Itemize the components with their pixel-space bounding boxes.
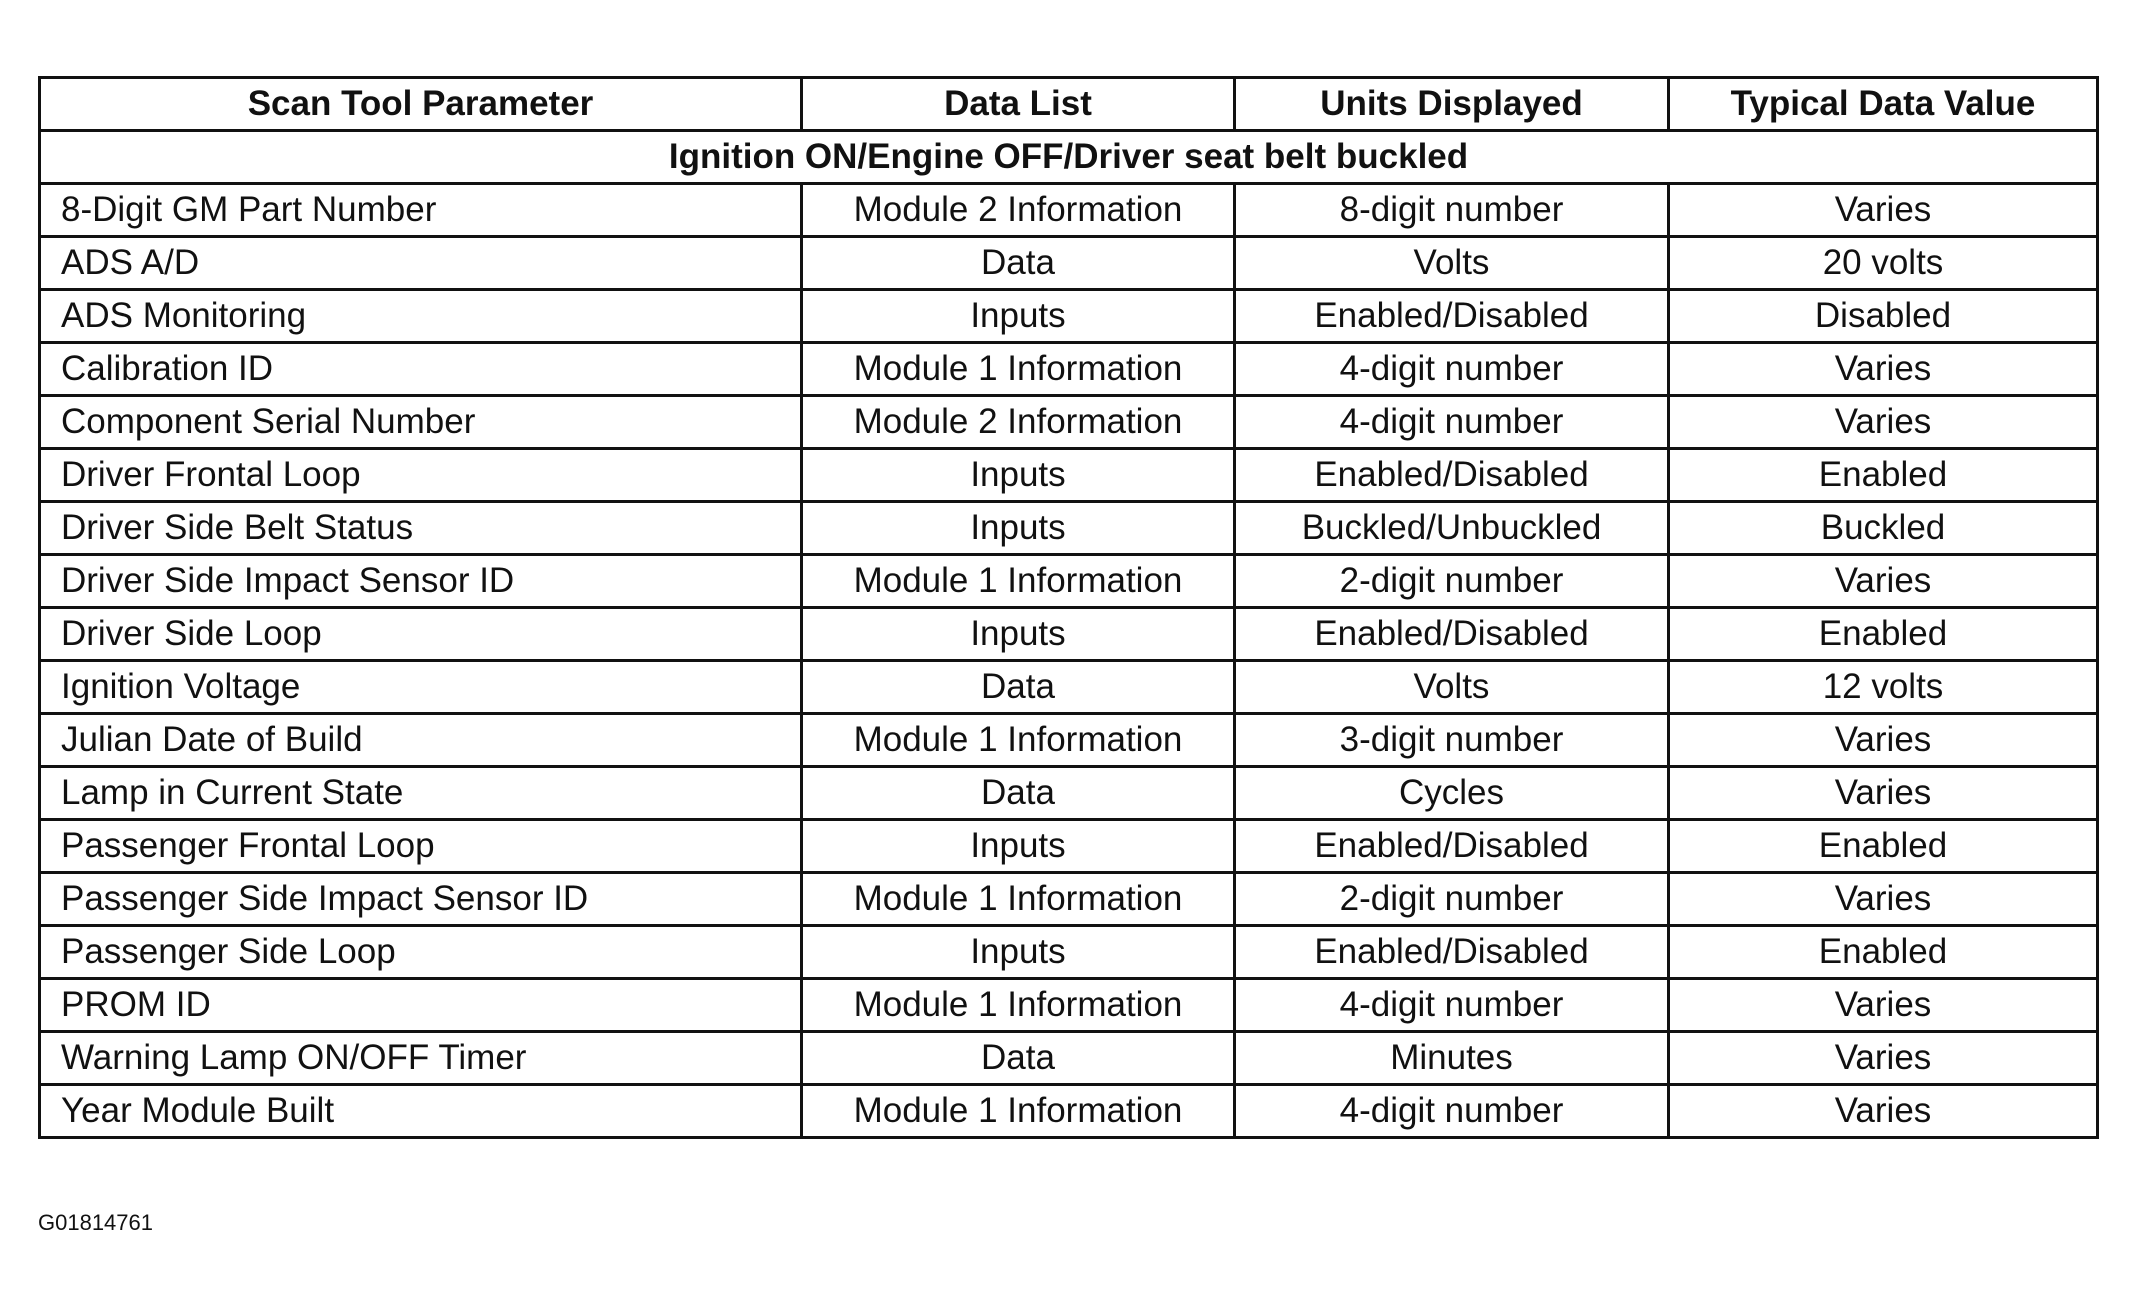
cell-typical-value: Varies — [1669, 979, 2098, 1032]
cell-typical-value: Enabled — [1669, 449, 2098, 502]
cell-data-list: Data — [802, 661, 1235, 714]
cell-parameter: Passenger Side Loop — [40, 926, 802, 979]
cell-parameter: Passenger Frontal Loop — [40, 820, 802, 873]
cell-units: Enabled/Disabled — [1235, 290, 1669, 343]
cell-parameter: Component Serial Number — [40, 396, 802, 449]
cell-parameter: Warning Lamp ON/OFF Timer — [40, 1032, 802, 1085]
cell-typical-value: Disabled — [1669, 290, 2098, 343]
table-row — [40, 820, 2098, 873]
table-row — [40, 343, 2098, 396]
cell-data-list: Module 1 Information — [802, 873, 1235, 926]
table-row — [40, 714, 2098, 767]
cell-parameter: Driver Side Impact Sensor ID — [40, 555, 802, 608]
figure-id: G01814761 — [38, 1210, 153, 1235]
table-row — [40, 290, 2098, 343]
cell-typical-value: Varies — [1669, 396, 2098, 449]
table-row — [40, 502, 2098, 555]
cell-parameter: Passenger Side Impact Sensor ID — [40, 873, 802, 926]
cell-typical-value: Enabled — [1669, 608, 2098, 661]
table-row — [40, 1032, 2098, 1085]
cell-units: Enabled/Disabled — [1235, 449, 1669, 502]
cell-typical-value: 20 volts — [1669, 237, 2098, 290]
cell-units: Enabled/Disabled — [1235, 926, 1669, 979]
cell-units: 4-digit number — [1235, 1085, 1669, 1138]
cell-data-list: Module 1 Information — [802, 714, 1235, 767]
cell-parameter: Lamp in Current State — [40, 767, 802, 820]
cell-data-list: Data — [802, 237, 1235, 290]
cell-typical-value: Varies — [1669, 555, 2098, 608]
cell-units: 4-digit number — [1235, 979, 1669, 1032]
table-row — [40, 184, 2098, 237]
header-row — [40, 78, 2098, 131]
cell-units: Buckled/Unbuckled — [1235, 502, 1669, 555]
header-data-list: Data List — [802, 78, 1235, 131]
table-row — [40, 767, 2098, 820]
cell-data-list: Inputs — [802, 926, 1235, 979]
table-row — [40, 237, 2098, 290]
cell-data-list: Module 2 Information — [802, 184, 1235, 237]
cell-data-list: Module 2 Information — [802, 396, 1235, 449]
cell-typical-value: Enabled — [1669, 926, 2098, 979]
cell-typical-value: Varies — [1669, 1085, 2098, 1138]
cell-typical-value: Varies — [1669, 873, 2098, 926]
cell-data-list: Module 1 Information — [802, 343, 1235, 396]
cell-units: 8-digit number — [1235, 184, 1669, 237]
cell-typical-value: Buckled — [1669, 502, 2098, 555]
condition-label: Ignition ON/Engine OFF/Driver seat belt buckled — [40, 131, 2098, 184]
cell-typical-value: 12 volts — [1669, 661, 2098, 714]
cell-parameter: Driver Side Belt Status — [40, 502, 802, 555]
condition-row — [40, 131, 2098, 184]
cell-units: Enabled/Disabled — [1235, 820, 1669, 873]
table-row — [40, 926, 2098, 979]
scan-tool-data-table-container — [38, 76, 2096, 1139]
cell-typical-value: Varies — [1669, 184, 2098, 237]
cell-units: Cycles — [1235, 767, 1669, 820]
scan-tool-data-table — [38, 76, 2099, 1139]
header-scan-tool-parameter: Scan Tool Parameter — [40, 78, 802, 131]
cell-units: 2-digit number — [1235, 555, 1669, 608]
table-row — [40, 661, 2098, 714]
cell-typical-value: Varies — [1669, 714, 2098, 767]
cell-units: 4-digit number — [1235, 396, 1669, 449]
cell-parameter: PROM ID — [40, 979, 802, 1032]
cell-data-list: Data — [802, 767, 1235, 820]
cell-data-list: Inputs — [802, 608, 1235, 661]
cell-parameter: Driver Side Loop — [40, 608, 802, 661]
cell-parameter: Year Module Built — [40, 1085, 802, 1138]
header-typical-data-value: Typical Data Value — [1669, 78, 2098, 131]
cell-units: 4-digit number — [1235, 343, 1669, 396]
table-row — [40, 1085, 2098, 1138]
cell-data-list: Module 1 Information — [802, 1085, 1235, 1138]
table-row — [40, 873, 2098, 926]
cell-parameter: Calibration ID — [40, 343, 802, 396]
table-row — [40, 608, 2098, 661]
table-row — [40, 396, 2098, 449]
table-row — [40, 555, 2098, 608]
cell-parameter: Ignition Voltage — [40, 661, 802, 714]
cell-parameter: ADS A/D — [40, 237, 802, 290]
cell-typical-value: Enabled — [1669, 820, 2098, 873]
cell-data-list: Inputs — [802, 502, 1235, 555]
cell-data-list: Inputs — [802, 449, 1235, 502]
cell-data-list: Inputs — [802, 290, 1235, 343]
cell-units: 3-digit number — [1235, 714, 1669, 767]
cell-data-list: Module 1 Information — [802, 979, 1235, 1032]
cell-typical-value: Varies — [1669, 767, 2098, 820]
cell-typical-value: Varies — [1669, 1032, 2098, 1085]
cell-typical-value: Varies — [1669, 343, 2098, 396]
cell-units: Minutes — [1235, 1032, 1669, 1085]
cell-parameter: Julian Date of Build — [40, 714, 802, 767]
cell-units: 2-digit number — [1235, 873, 1669, 926]
header-units-displayed: Units Displayed — [1235, 78, 1669, 131]
table-row — [40, 979, 2098, 1032]
cell-data-list: Module 1 Information — [802, 555, 1235, 608]
cell-parameter: Driver Frontal Loop — [40, 449, 802, 502]
cell-units: Volts — [1235, 237, 1669, 290]
cell-parameter: ADS Monitoring — [40, 290, 802, 343]
cell-data-list: Data — [802, 1032, 1235, 1085]
cell-units: Enabled/Disabled — [1235, 608, 1669, 661]
cell-parameter: 8-Digit GM Part Number — [40, 184, 802, 237]
table-row — [40, 449, 2098, 502]
cell-units: Volts — [1235, 661, 1669, 714]
cell-data-list: Inputs — [802, 820, 1235, 873]
